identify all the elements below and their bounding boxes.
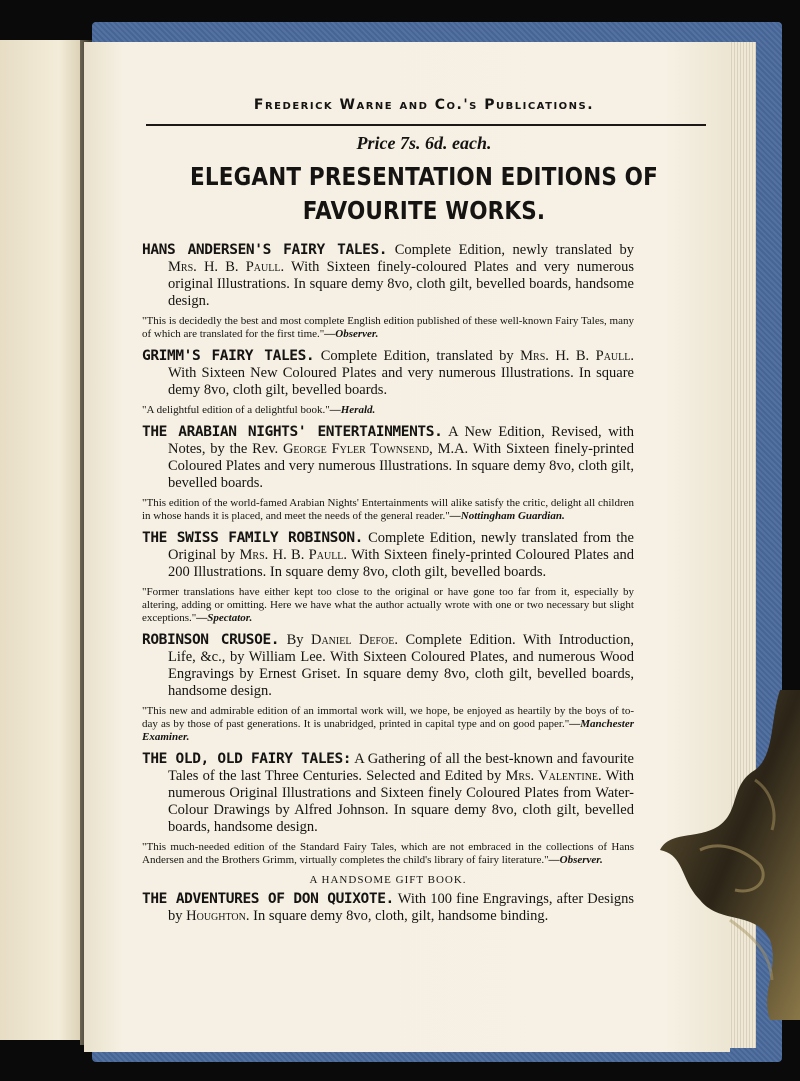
entry-author: Mrs. H. B. Paull bbox=[239, 547, 344, 563]
review-source: —Manchester Examiner. bbox=[142, 718, 634, 743]
review-quote: "Former translations have either kept too close to the original or have gone too far from it, especially by altering, adding or omitting. Here we have what the author actually wrote with one or two necessary but slight exceptions."—Spectator. bbox=[142, 586, 634, 624]
entry-text: Complete Edition, newly translated by bbox=[387, 242, 635, 258]
header-rule bbox=[146, 124, 706, 126]
entry-text: . With numerous Original Illustrations and Sixteen finely Coloured Plates from Water-Colour Drawings by Alfred Johnson. In square demy 8vo, cloth gilt, bevelled boards, handsome design. bbox=[168, 768, 635, 835]
review-source: —Nottingham Guardian. bbox=[449, 510, 565, 522]
facing-page bbox=[0, 40, 84, 1040]
list-item bbox=[142, 632, 634, 744]
entry-author: George Fyler Townsend, M.A. bbox=[282, 441, 469, 457]
entry-author: Mrs. H. B. Paull bbox=[520, 348, 631, 364]
review-source: —Observer. bbox=[324, 328, 379, 340]
entry-text: With Sixteen finely-printed Coloured Plates and very numerous Illustrations. In square demy 8vo, cloth gilt, bevelled boards. bbox=[168, 441, 634, 491]
title-line-1: ELEGANT PRESENTATION EDITIONS OF bbox=[190, 162, 658, 191]
entry-text: A Gathering of all the best-known and favourite Tales of the last Three Centuries. Selected and Edited by bbox=[168, 751, 634, 784]
running-header: Frederick Warne and Co.'s Publications. bbox=[253, 97, 595, 113]
page-title bbox=[183, 160, 665, 228]
review-quote: "This new and admirable edition of an immortal work will, we hope, be enjoyed as heartily by the boys of to-day as by those of past generations. It is unabridged, printed in capital type and on good paper."—Manchester Examiner. bbox=[142, 705, 634, 743]
entry-title: THE OLD, OLD FAIRY TALES: bbox=[142, 751, 352, 767]
entry-text: . In square demy 8vo, cloth, gilt, handsome binding. bbox=[245, 908, 549, 924]
entry-text: Complete Edition, newly translated from the Original by bbox=[168, 530, 634, 563]
list-item bbox=[142, 530, 634, 625]
entry-author: Mrs. H. B. Paull bbox=[168, 259, 281, 275]
review-source: —Observer. bbox=[548, 854, 603, 866]
entry-text: . With Sixteen finely-printed Coloured Plates and 200 Illustrations. In square demy 8vo, cloth gilt, bevelled boards. bbox=[168, 547, 635, 580]
list-item bbox=[142, 348, 634, 417]
entry-author: Houghton bbox=[186, 908, 246, 924]
price-line: Price 7s. 6d. each. bbox=[356, 133, 492, 153]
entry-text: . Complete Edition. With Introduction, Life, &c., by William Lee. With Sixteen Coloured Plates, and numerous Wood Engravings by Ernest Griset. In square demy 8vo, cloth gilt, bevelled boards, handsome design. bbox=[168, 632, 635, 699]
entry-author: Mrs. Valentine bbox=[505, 768, 599, 784]
entry-text: Complete Edition, translated by bbox=[314, 348, 521, 364]
entry-text: . With Sixteen New Coloured Plates and very numerous Illustrations. In square demy 8vo, cloth gilt, bevelled boards. bbox=[168, 348, 634, 398]
review-quote: "This much-needed edition of the Standard Fairy Tales, which are not embraced in the collections of Hans Andersen and the Brothers Grimm, virtually completes the child's library of fairy literature."—Observer. bbox=[142, 841, 634, 866]
entry-title: THE ADVENTURES OF DON QUIXOTE. bbox=[142, 891, 394, 907]
book-page bbox=[84, 42, 730, 1052]
review-source: —Herald. bbox=[329, 404, 376, 416]
entry-title: THE ARABIAN NIGHTS' ENTERTAINMENTS. bbox=[142, 424, 443, 440]
list-item bbox=[142, 751, 634, 867]
review-quote: "A delightful edition of a delightful book."—Herald. bbox=[142, 404, 376, 416]
list-item bbox=[142, 242, 634, 341]
entry-title: ROBINSON CRUSOE. bbox=[142, 632, 280, 648]
entry-title: GRIMM'S FAIRY TALES. bbox=[142, 348, 315, 364]
review-quote: "This edition of the world-famed Arabian Nights' Entertainments will alike satisfy the critic, delight all children in whose hands it is placed, and meet the needs of the general reader."—Nottingham Guardian. bbox=[142, 497, 634, 522]
list-item bbox=[142, 891, 634, 925]
entry-text: By bbox=[279, 632, 311, 648]
entry-author: Daniel Defoe bbox=[310, 632, 395, 648]
gift-label: A HANDSOME GIFT BOOK. bbox=[309, 874, 467, 886]
entry-title: THE SWISS FAMILY ROBINSON. bbox=[142, 530, 363, 546]
entry-text: A New Edition, Revised, with Notes, by the Rev. bbox=[168, 424, 634, 457]
review-quote: "This is decidedly the best and most complete English edition published of these well-known Fairy Tales, many of which are translated for the first time."—Observer. bbox=[142, 315, 634, 340]
title-line-2: FAVOURITE WORKS. bbox=[302, 196, 546, 225]
entries-list bbox=[142, 242, 634, 932]
entry-title: HANS ANDERSEN'S FAIRY TALES. bbox=[142, 242, 388, 258]
review-source: —Spectator. bbox=[196, 612, 253, 624]
entry-text: . With Sixteen finely-coloured Plates and very numerous original Illustrations. In square demy 8vo, cloth gilt, bevelled boards, handsome design. bbox=[168, 259, 634, 309]
clasp-ornament bbox=[660, 690, 800, 1020]
list-item bbox=[142, 424, 634, 523]
entry-text: With 100 fine Engravings, after Designs by bbox=[168, 891, 634, 924]
